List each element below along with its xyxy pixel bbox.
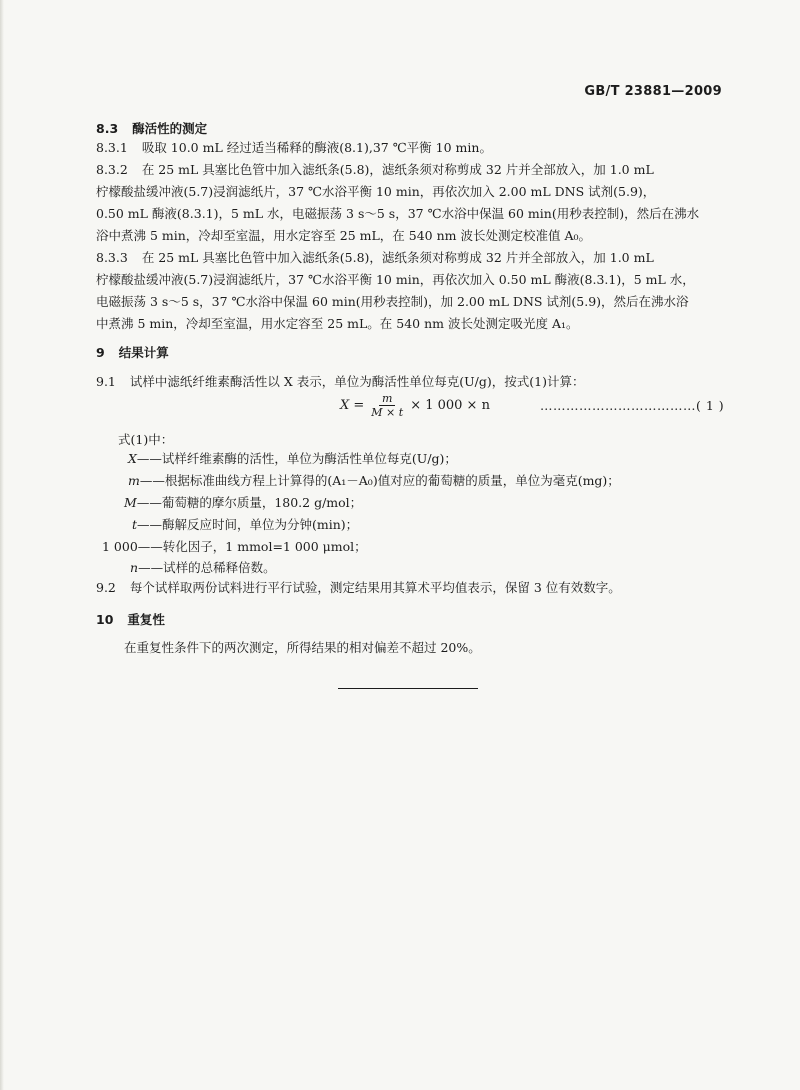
clause-8-3-3-line-2: 柠檬酸盐缓冲液(5.7)浸润滤纸片，37 ℃水浴平衡 10 min，再依次加入 0.50 mL 酶液(8.3.1)，5 mL 水， [96,272,695,287]
section-10-heading [96,612,165,628]
where-label: 式(1)中： [118,432,174,447]
definition-symbol: n [130,560,139,575]
clause-8-3-2-line-1 [96,162,654,178]
definition-x [128,451,457,467]
clause-8-3-2-line-4: 浴中煮沸 5 min，冷却至室温，用水定容至 25 mL，在 540 nm 波长处测定校准值 A₀。 [96,228,592,243]
definition-text: ——转化因子，1 mmol=1 000 μmol； [137,539,367,554]
clause-8-3-1 [96,140,492,156]
formula-number [540,398,724,413]
clause-text: 在 25 mL 具塞比色管中加入滤纸条(5.8)，滤纸条须对称剪成 32 片并全部放入，加 1.0 mL [141,250,654,265]
formula-leader-dots: ……………………………… [540,398,696,413]
definition-symbol: M [124,495,137,510]
clause-8-3-3-line-3: 电磁振荡 3 s～5 s，37 ℃水浴中保温 60 min(用秒表控制)，加 2.00 mL DNS 试剂(5.9)，然后在沸水浴 [96,294,689,309]
formula-rhs: × 1 000 × n [410,398,490,413]
section-9-heading [96,345,169,361]
definition-molar-mass [124,495,362,511]
clause-text: 试样中滤纸纤维素酶活性以 X 表示，单位为酶活性单位每克(U/g)，按式(1)计算： [129,374,585,389]
clause-text: 在 25 mL 具塞比色管中加入滤纸条(5.8)，滤纸条须对称剪成 32 片并全部放入，加 1.0 mL [141,162,654,177]
clause-number: 8.3.3 [96,250,128,265]
section-title: 结果计算 [118,345,169,360]
clause-9-1 [96,374,584,390]
formula-1 [340,392,490,419]
definition-symbol: t [132,517,138,532]
definition-text: ——试样纤维素酶的活性，单位为酶活性单位每克(U/g)； [136,451,457,466]
section-number: 9 [96,345,105,360]
definition-t [132,517,358,533]
section-title: 酶活性的测定 [132,121,208,136]
clause-number: 8.3.1 [96,140,128,155]
scan-edge-shadow [0,0,4,1090]
clause-text: 吸取 10.0 mL 经过适当稀释的酶液(8.1),37 ℃平衡 10 min。 [141,140,492,155]
clause-number: 9.2 [96,580,116,595]
section-8-3-heading [96,121,207,137]
clause-8-3-3-line-4: 中煮沸 5 min，冷却至室温，用水定容至 25 mL。在 540 nm 波长处测定吸光度 A₁。 [96,316,579,331]
section-number: 8.3 [96,121,119,136]
definition-text: ——根据标准曲线方程上计算得的(A₁－A₀)值对应的葡萄糖的质量，单位为毫克(mg)； [139,473,620,488]
clause-number: 8.3.2 [96,162,128,177]
clause-9-2 [96,580,621,596]
definition-symbol: 1 000 [102,539,138,554]
definition-symbol: X [128,451,137,466]
formula-fraction [368,392,406,419]
definition-text: ——酶解反应时间，单位为分钟(min)； [137,517,359,532]
formula-eq-number: ( 1 ) [696,398,725,413]
definition-symbol: m [128,473,140,488]
definition-m [128,473,620,489]
clause-8-3-2-line-2: 柠檬酸盐缓冲液(5.7)浸润滤纸片，37 ℃水浴平衡 10 min，再依次加入 2.00 mL DNS 试剂(5.9)， [96,184,656,199]
clause-10-text: 在重复性条件下的两次测定，所得结果的相对偏差不超过 20%。 [124,640,481,655]
formula-lhs: X = [340,398,365,413]
formula-denominator: M × t [371,406,404,419]
section-number: 10 [96,612,114,627]
definition-text: ——试样的总稀释倍数。 [138,560,276,575]
formula-numerator: m [379,392,395,406]
clause-number: 9.1 [96,374,116,389]
clause-8-3-2-line-3: 0.50 mL 酶液(8.3.1)，5 mL 水，电磁振荡 3 s～5 s，37 ℃水浴中保温 60 min(用秒表控制)，然后在沸水 [96,206,700,221]
definition-factor [102,539,367,555]
definition-text: ——葡萄糖的摩尔质量，180.2 g/mol； [136,495,363,510]
definition-n [130,560,276,576]
end-of-document-rule [338,688,478,689]
standard-code: GB/T 23881—2009 [584,84,722,99]
clause-text: 每个试样取两份试料进行平行试验，测定结果用其算术平均值表示，保留 3 位有效数字。 [129,580,621,595]
section-title: 重复性 [127,612,165,627]
clause-8-3-3-line-1 [96,250,654,266]
